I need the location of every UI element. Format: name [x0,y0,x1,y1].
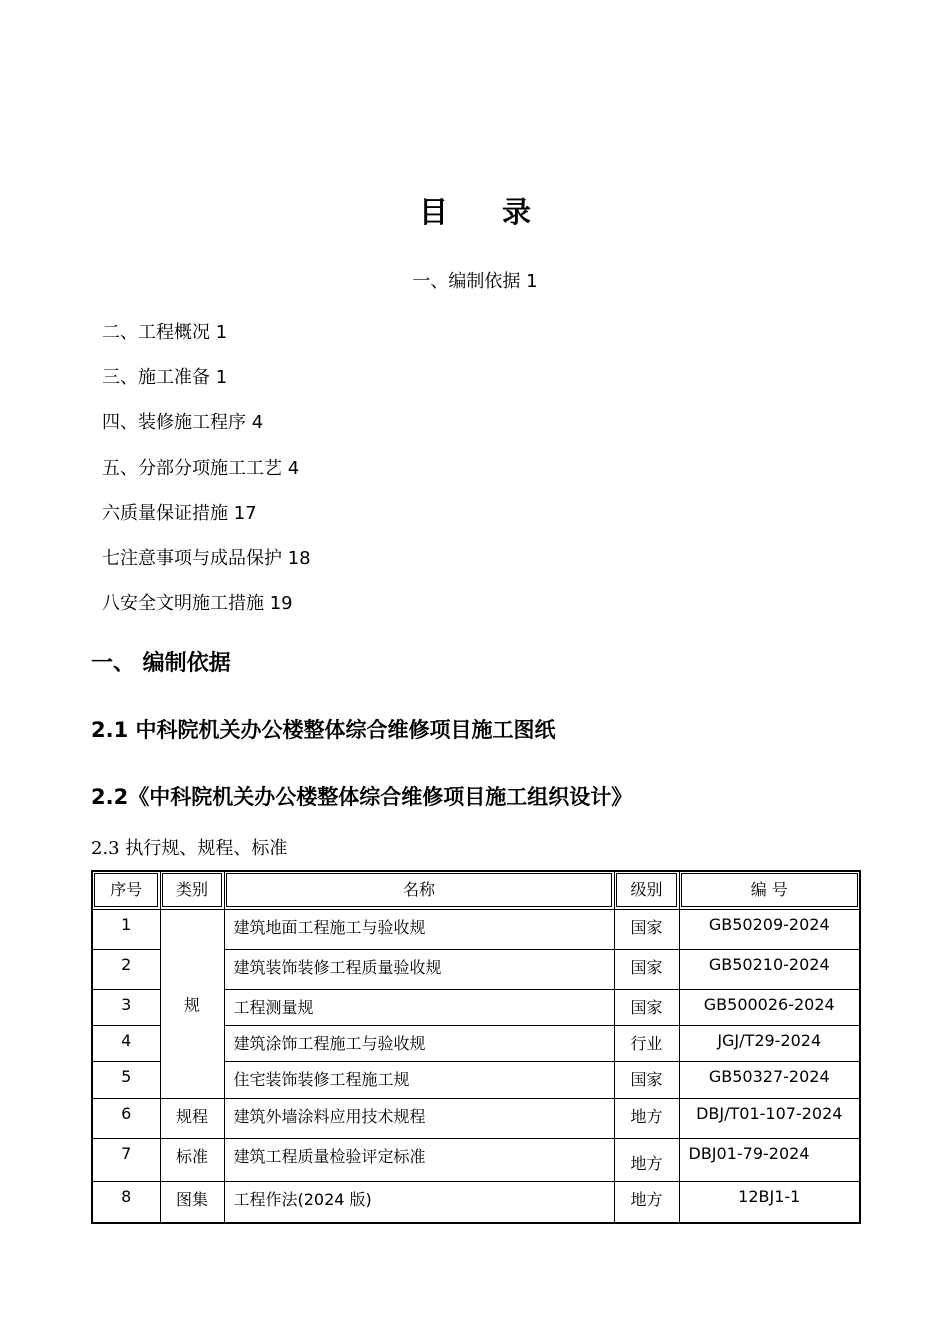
row-name: 工程作法(2024 版) [224,1181,614,1223]
row-name: 住宅装饰装修工程施工规 [224,1061,614,1098]
toc-item-3[interactable]: 三、施工准备 1 [102,367,228,388]
row-name: 建筑外墙涂料应用技术规程 [224,1098,614,1138]
row-level: 国家 [614,1061,679,1098]
row-no: 8 [92,1181,160,1223]
row-name: 工程测量规 [224,989,614,1025]
row-no: 2 [92,949,160,989]
row-no: 5 [92,1061,160,1098]
header-category: 类别 [160,871,224,909]
table-header-row [92,871,860,909]
subsection-2-3: 2.3 执行规、规程、标准 [91,838,288,859]
row-category: 规程 [160,1098,224,1138]
toc-item-8[interactable]: 八安全文明施工措施 19 [102,593,293,614]
category-group-cell: 规 [160,909,224,1098]
row-level: 地方 [614,1138,679,1181]
row-no: 1 [92,909,160,949]
row-category: 图集 [160,1181,224,1223]
table-row [92,909,860,949]
subsection-2-2: 2.2《中科院机关办公楼整体综合维修项目施工组织设计》 [91,785,633,809]
row-name: 建筑工程质量检验评定标准 [224,1138,614,1181]
row-code: JGJ/T29-2024 [679,1025,860,1061]
row-level: 国家 [614,949,679,989]
toc-item-4[interactable]: 四、装修施工程序 4 [102,412,264,433]
row-level: 国家 [614,909,679,949]
row-level: 地方 [614,1098,679,1138]
toc-item-6[interactable]: 六质量保证措施 17 [102,503,257,524]
row-code: GB50209-2024 [679,909,860,949]
standards-table [91,870,861,1224]
row-no: 6 [92,1098,160,1138]
row-name: 建筑涂饰工程施工与验收规 [224,1025,614,1061]
row-no: 4 [92,1025,160,1061]
header-level: 级别 [614,871,679,909]
row-code: GB50327-2024 [679,1061,860,1098]
toc-item-5[interactable]: 五、分部分项施工工艺 4 [102,458,300,479]
row-code: GB50210-2024 [679,949,860,989]
row-level: 国家 [614,989,679,1025]
row-level: 行业 [614,1025,679,1061]
table-row [92,1181,860,1223]
toc-item-2[interactable]: 二、工程概况 1 [102,322,228,343]
row-category: 标准 [160,1138,224,1181]
toc-title: 目 录 [418,195,554,229]
row-no: 3 [92,989,160,1025]
toc-item-1[interactable]: 一、编制依据 1 [412,271,538,292]
section-heading: 一、 编制依据 [91,651,231,676]
row-code: 12BJ1-1 [679,1181,860,1223]
toc-item-7[interactable]: 七注意事项与成品保护 18 [102,548,311,569]
row-name: 建筑地面工程施工与验收规 [224,909,614,949]
row-no: 7 [92,1138,160,1181]
header-no: 序号 [92,871,160,909]
subsection-2-1: 2.1 中科院机关办公楼整体综合维修项目施工图纸 [91,718,556,742]
header-code: 编 号 [679,871,860,909]
row-code: DBJ01-79-2024 [679,1138,860,1181]
row-level: 地方 [614,1181,679,1223]
table-row [92,1098,860,1138]
row-code: DBJ/T01-107-2024 [679,1098,860,1138]
table-row [92,1138,860,1181]
header-name: 名称 [224,871,614,909]
row-code: GB500026-2024 [679,989,860,1025]
row-name: 建筑装饰装修工程质量验收规 [224,949,614,989]
